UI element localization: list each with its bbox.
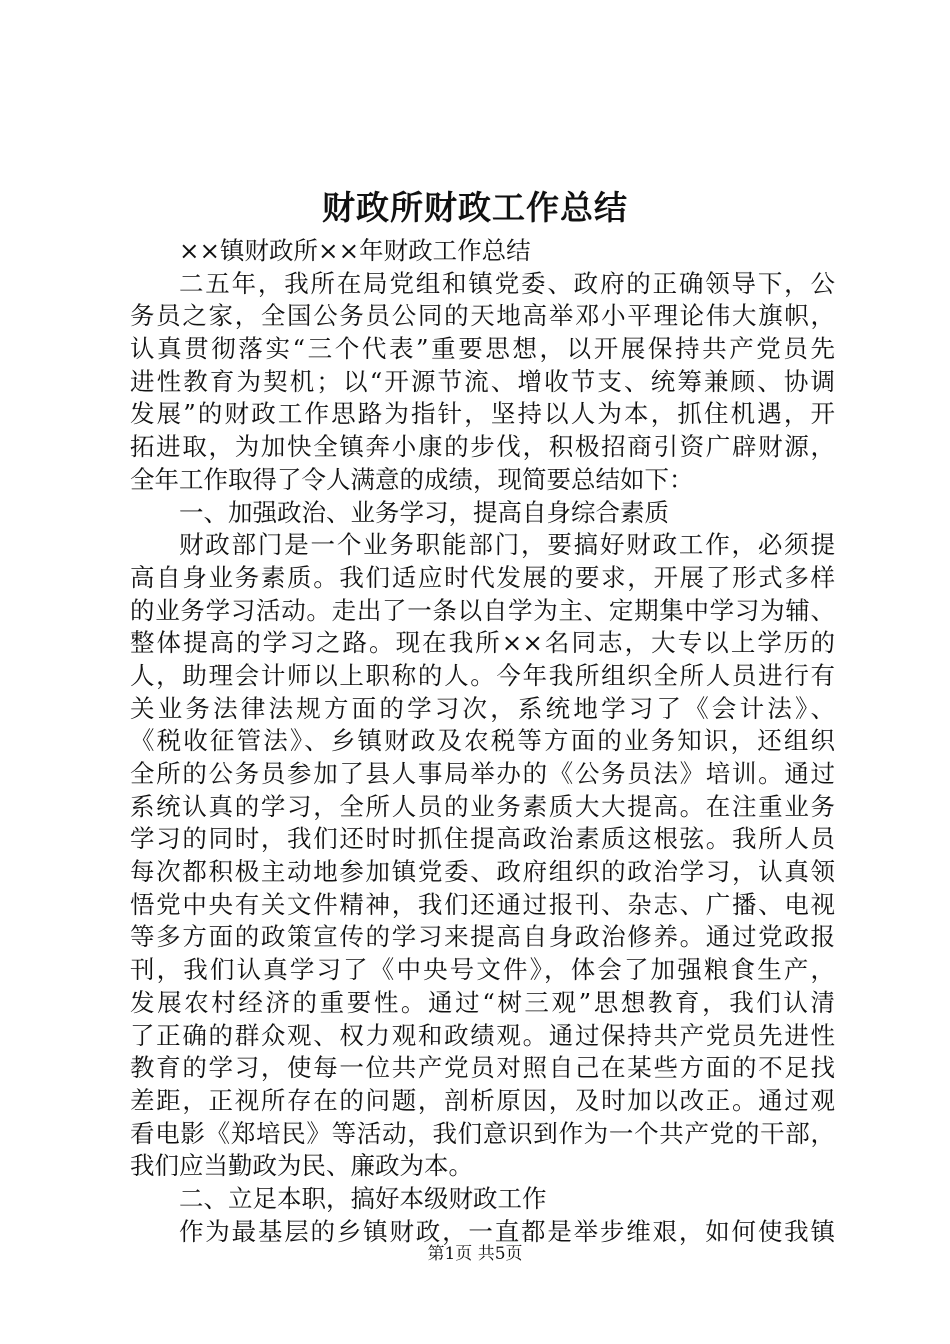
- text-line: 务员之家，全国公务员公同的天地高举邓小平理论伟大旗帜，: [130, 301, 835, 331]
- text-line: 全所的公务员参加了县人事局举办的《公务员法》培训。通过: [130, 759, 835, 788]
- text-line: 整体提高的学习之路。现在我所××名同志，大专以上学历的: [130, 628, 835, 658]
- text-line: 系统认真的学习，全所人员的业务素质大大提高。在注重业务: [130, 791, 835, 821]
- document-body: [130, 235, 835, 1248]
- text-line: 《税收征管法》、乡镇财政及农税等方面的业务知识，还组织: [130, 726, 835, 756]
- text-line: 财政部门是一个业务职能部门，要搞好财政工作，必须提: [179, 530, 835, 560]
- text-line: 刊，我们认真学习了《中央号文件》，体会了加强粮食生产，: [130, 955, 835, 985]
- text-line: 作为最基层的乡镇财政，一直都是举步维艰，如何使我镇: [179, 1216, 835, 1246]
- text-line: 认真贯彻落实“三个代表”重要思想，以开展保持共产党员先: [130, 334, 835, 364]
- text-line: 发展农村经济的重要性。通过“树三观”思想教育，我们认清: [130, 987, 835, 1017]
- text-line: 拓进取，为加快全镇奔小康的步伐，积极招商引资广辟财源，: [130, 432, 835, 462]
- text-line: 高自身业务素质。我们适应时代发展的要求，开展了形式多样: [130, 562, 835, 592]
- text-line: 差距，正视所存在的问题，剖析原因，及时加以改正。通过观: [130, 1085, 835, 1115]
- text-line: 等多方面的政策宣传的学习来提高自身政治修养。通过党政报: [130, 922, 835, 952]
- text-line: 二五年，我所在局党组和镇党委、政府的正确领导下，公: [179, 268, 835, 298]
- text-line: 的业务学习活动。走出了一条以自学为主、定期集中学习为辅、: [130, 595, 835, 625]
- text-line: 关业务法律法规方面的学习次，系统地学习了《会计法》、: [130, 693, 835, 723]
- text-line: 全年工作取得了令人满意的成绩，现简要总结如下：: [130, 464, 694, 494]
- section-heading: 一、加强政治、业务学习，提高自身综合素质: [179, 497, 669, 527]
- text-line: 悟党中央有关文件精神，我们还通过报刊、杂志、广播、电视: [130, 889, 835, 919]
- text-line: ××镇财政所××年财政工作总结: [179, 236, 531, 265]
- section-heading: 二、立足本职，搞好本级财政工作: [179, 1183, 547, 1213]
- text-line: 学习的同时，我们还时时抓住提高政治素质这根弦。我所人员: [130, 824, 835, 854]
- page-footer: 第1页 共5页: [427, 1244, 523, 1264]
- text-line: 人，助理会计师以上职称的人。今年我所组织全所人员进行有: [130, 660, 835, 690]
- text-line: 发展”的财政工作思路为指针，坚持以人为本，抓住机遇，开: [130, 399, 835, 429]
- text-line: 看电影《郑培民》等活动，我们意识到作为一个共产党的干部，: [130, 1118, 835, 1148]
- text-line: 教育的学习，使每一位共产党员对照自己在某些方面的不足找: [130, 1053, 835, 1083]
- text-line: 我们应当勤政为民、廉政为本。: [130, 1151, 473, 1181]
- document-title: 财政所财政工作总结: [322, 188, 628, 227]
- text-line: 进性教育为契机；以“开源节流、增收节支、统筹兼顾、协调: [130, 366, 835, 396]
- text-line: 每次都积极主动地参加镇党委、政府组织的政治学习，认真领: [130, 857, 835, 887]
- text-line: 了正确的群众观、权力观和政绩观。通过保持共产党员先进性: [130, 1020, 835, 1050]
